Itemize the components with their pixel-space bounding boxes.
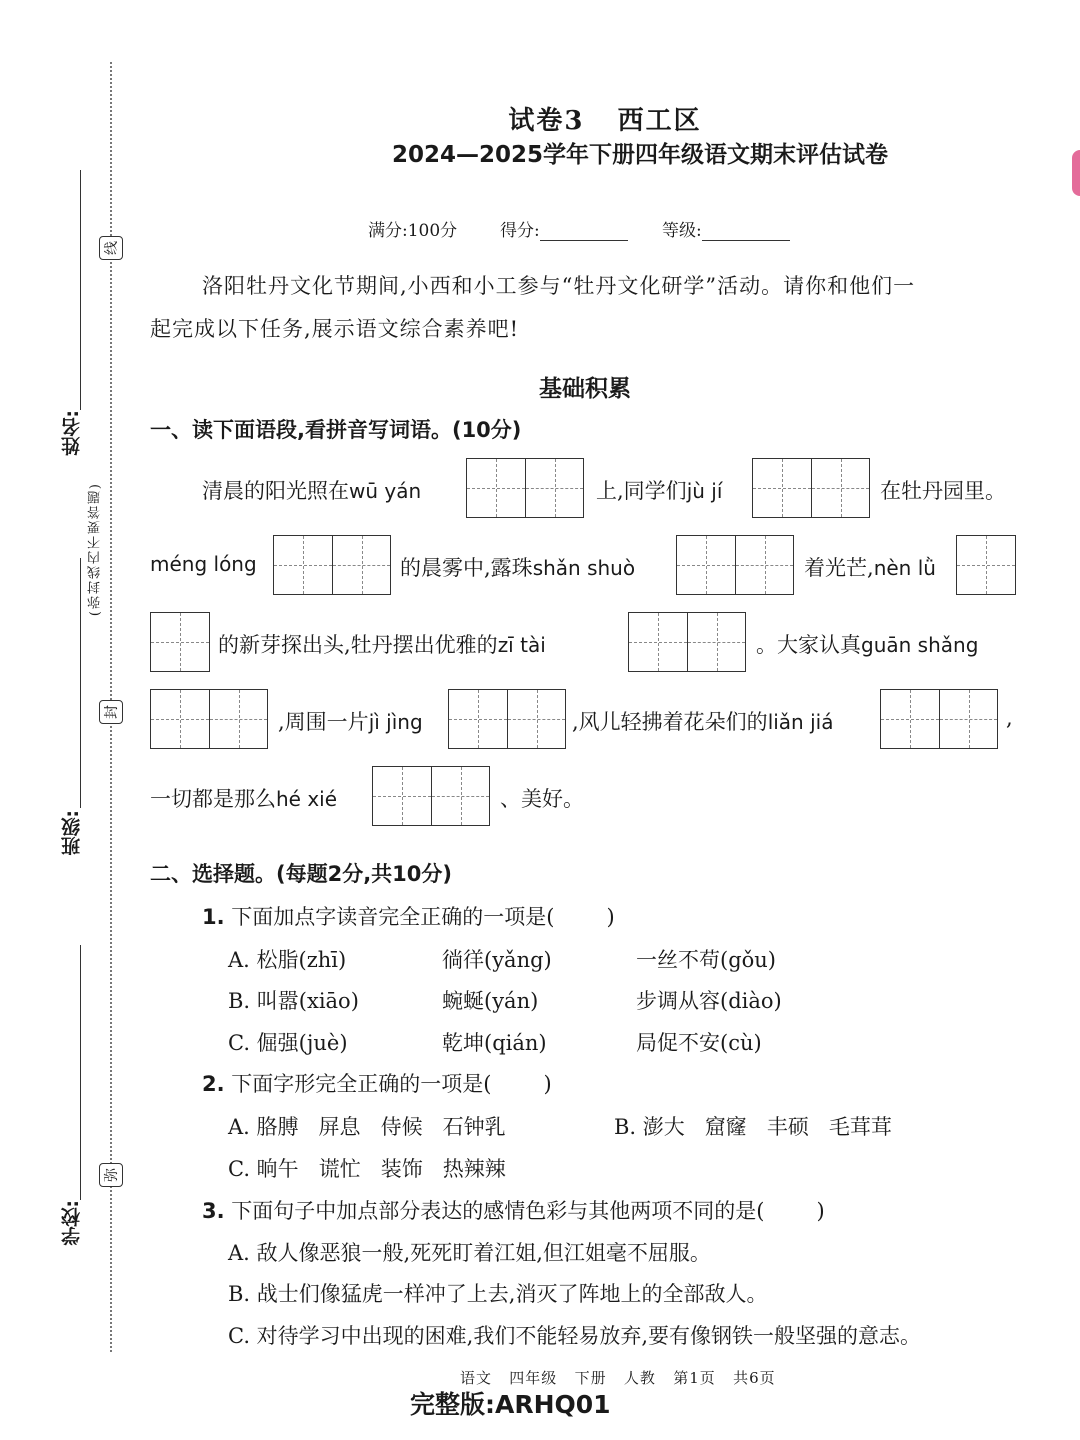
q1-text: ,风儿轻拂着花朵们的liǎn jiá: [572, 710, 834, 734]
pinyin-juji: jù jí: [686, 479, 723, 503]
pinyin-shanshuo: shǎn shuò: [532, 556, 636, 580]
intro-line-2: 起完成以下任务,展示语文综合素养吧!: [150, 317, 520, 341]
mc1-option-b2: 蜿蜒(yán): [442, 989, 539, 1013]
q1-text: 。大家认真guān shǎng: [756, 633, 979, 657]
q1-text: 、美好。: [500, 787, 584, 811]
mc1-option-a2: 徜徉(yǎng): [442, 948, 552, 972]
mc1-option-b1[interactable]: B. 叫嚣(xiāo): [228, 989, 359, 1013]
mc1-option-c2: 乾坤(qián): [442, 1031, 547, 1055]
edge-decoration: [1072, 150, 1080, 196]
pinyin-wuyan: wū yán: [349, 479, 422, 503]
intro-line-1: 洛阳牡丹文化节期间,小西和小工参与“牡丹文化研学”活动。请你和他们一: [202, 274, 916, 298]
name-underline: [80, 170, 81, 410]
answer-grid-hexie[interactable]: [372, 766, 490, 826]
q1-text: [150, 552, 257, 576]
answer-grid-guanshang[interactable]: [150, 689, 268, 749]
q1-text: 清晨的阳光照在wū yán: [202, 479, 422, 503]
full-score: 满分:100分: [368, 221, 458, 241]
paper-number: 试卷3: [508, 106, 585, 136]
answer-grid-zitai[interactable]: [628, 612, 746, 672]
mc-question-1: 1. 下面加点字读音完全正确的一项是( ): [202, 905, 615, 929]
mc3-option-b[interactable]: B. 战士们像猛虎一样冲了上去,消灭了阵地上的全部敌人。: [228, 1282, 768, 1306]
exam-title: 2024—2025学年下册四年级语文期末评估试卷: [391, 142, 889, 168]
seal-feng-mark: 封: [99, 700, 123, 724]
class-underline: [80, 558, 81, 808]
q1-text: 在牡丹园里。: [880, 479, 1006, 503]
mc1-option-a3: 一丝不苟(gǒu): [636, 948, 776, 972]
mc1-option-a1[interactable]: A. 松脂(zhī): [228, 948, 347, 972]
q2-heading: 二、选择题。(每题2分,共10分): [150, 862, 453, 886]
mc1-option-b3: 步调从容(diào): [636, 989, 782, 1013]
q1-text: 的新芽探出头,牡丹摆出优雅的zī tài: [218, 633, 546, 657]
grade-blank: [702, 222, 790, 241]
mc3-option-c[interactable]: C. 对待学习中出现的困难,我们不能轻易放弃,要有像钢铁一般坚强的意志。: [228, 1324, 922, 1348]
section-title: 基础积累: [539, 375, 631, 402]
version-code: 完整版:ARHQ01: [410, 1390, 611, 1419]
pinyin-lianjia: liǎn jiá: [767, 710, 834, 734]
seal-warning: (弥封线内不要答题): [88, 482, 103, 617]
q1-heading: 一、读下面语段,看拼音写词语。(10分): [150, 418, 522, 442]
pinyin-guanshang: guān shǎng: [861, 633, 979, 657]
answer-grid-shanshuo[interactable]: [676, 535, 794, 595]
pinyin-jijing: jì jìng: [368, 710, 423, 734]
paper-title: [480, 100, 730, 137]
seal-line-mark: 线: [99, 236, 123, 260]
seal-mi-mark: 弥: [99, 1163, 123, 1187]
mc2-option-a[interactable]: A. 胳膊 屏息 侍候 石钟乳: [228, 1115, 506, 1139]
answer-grid-wuyan[interactable]: [466, 458, 584, 518]
pinyin-hexie: hé xié: [276, 787, 338, 811]
q1-text: 着光芒,nèn lǜ: [804, 556, 936, 580]
page-footer: 语文 四年级 下册 人教 第1页 共6页: [460, 1369, 776, 1387]
school-underline: [80, 945, 81, 1200]
class-label: 班级:: [61, 810, 83, 856]
grade-field: [662, 216, 790, 241]
district-name: 西工区: [617, 106, 702, 136]
q1-text: 一切都是那么hé xié: [150, 787, 338, 811]
mc2-option-b[interactable]: B. 澎大 窟窿 丰硕 毛茸茸: [614, 1115, 892, 1139]
mc2-option-c[interactable]: C. 晌午 谎忙 装饰 热辣辣: [228, 1157, 506, 1181]
answer-grid-lianjia[interactable]: [880, 689, 998, 749]
school-label: 学校:: [61, 1200, 83, 1246]
mc-question-3: 3. 下面句子中加点部分表达的感情色彩与其他两项不同的是( ): [202, 1199, 825, 1223]
answer-grid-jijing[interactable]: [448, 689, 566, 749]
q1-text: 的晨雾中,露珠shǎn shuò: [400, 556, 636, 580]
name-label: 姓名:: [61, 410, 83, 456]
q1-text: ,: [1006, 706, 1013, 730]
answer-grid-juji[interactable]: [752, 458, 870, 518]
pinyin-nenlv: nèn lǜ: [873, 556, 936, 580]
q1-text: ,周围一片jì jìng: [278, 710, 423, 734]
score-label: 得分:: [500, 221, 540, 241]
grade-label: 等级:: [662, 221, 702, 241]
answer-grid-nenlv-2[interactable]: [150, 612, 210, 672]
score-blank: [540, 222, 628, 241]
pinyin-zitai: zī tài: [497, 633, 546, 657]
score-field: [500, 216, 628, 241]
answer-grid-menglong[interactable]: [273, 535, 391, 595]
mc1-option-c1[interactable]: C. 倔强(juè): [228, 1031, 348, 1055]
mc-question-2: 2. 下面字形完全正确的一项是( ): [202, 1072, 552, 1096]
q1-text: 上,同学们jù jí: [596, 479, 723, 503]
pinyin-menglong: méng lóng: [150, 552, 257, 576]
mc3-option-a[interactable]: A. 敌人像恶狼一般,死死盯着江姐,但江姐毫不屈服。: [228, 1241, 711, 1265]
answer-grid-nenlv-1[interactable]: [956, 535, 1016, 595]
mc1-option-c3: 局促不安(cù): [636, 1031, 762, 1055]
